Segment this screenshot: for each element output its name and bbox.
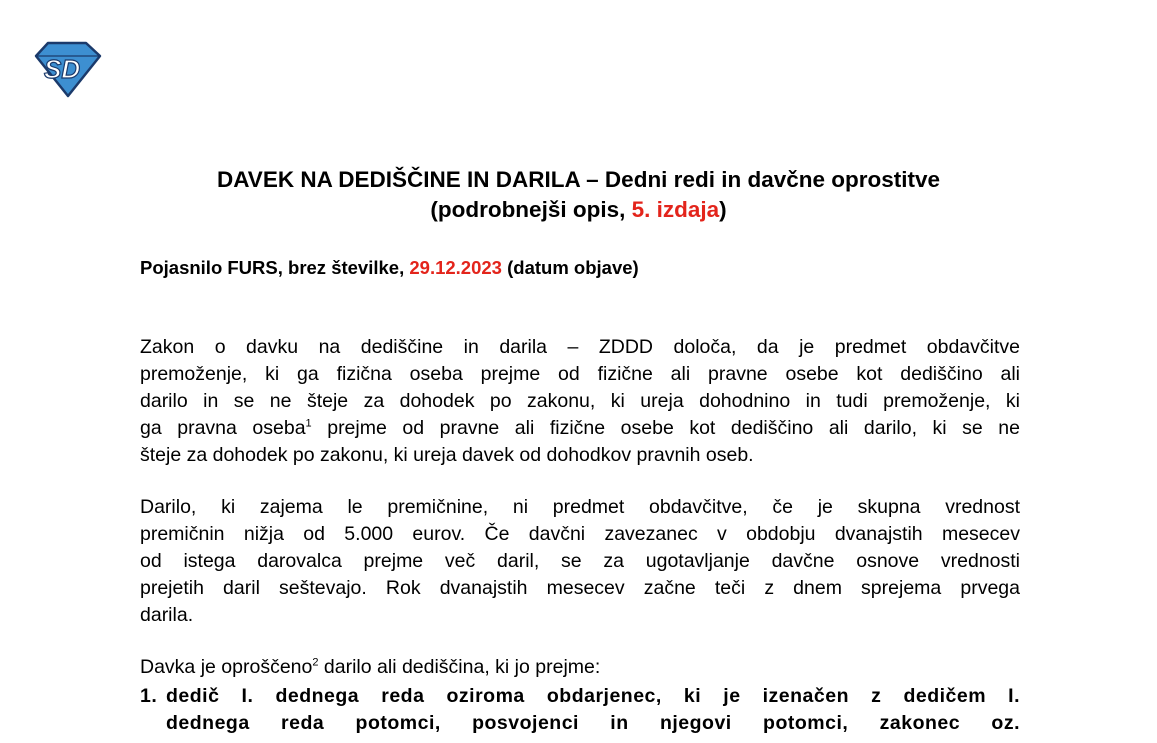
paragraph-1-line-2: premoženje, ki ga fizična oseba prejme od fizične ali pravne osebe kot dediščino ali [140, 363, 1020, 385]
subtitle-suffix: (datum objave) [501, 257, 639, 278]
title-suffix: ) [719, 197, 727, 222]
title-line-1: DAVEK NA DEDIŠČINE IN DARILA – Dedni redi in davčne oprostitve [216, 167, 941, 192]
exemption-list [140, 683, 1020, 737]
paragraph-1-line-3: darilo in se ne šteje za dohodek po zakonu, ki ureja dohodnino in tudi premoženje, ki [140, 390, 1020, 412]
document-subtitle [140, 255, 639, 281]
paragraph-2-line-5: darila. [140, 604, 194, 626]
paragraph-1-line-1: Zakon o davku na dediščine in darila – ZDDD določa, da je predmet obdavčitve [140, 336, 1020, 358]
document-title [0, 165, 1157, 225]
logo-icon [30, 40, 104, 100]
subtitle-prefix: Pojasnilo FURS, brez številke, [140, 257, 410, 278]
paragraph-1 [140, 334, 1020, 469]
paragraph-2-line-2: premičnin nižja od 5.000 eurov. Če davčni zavezanec v obdobju dvanajstih mesecev [140, 523, 1020, 545]
paragraph-2-line-3: od istega darovalca prejme več daril, se za ugotavljanje davčne osnove vrednosti [140, 550, 1020, 572]
paragraph-3-text-a: Davka je oproščeno [140, 656, 313, 678]
list-item-number: 1. [140, 685, 158, 707]
title-line-2 [0, 195, 1157, 225]
paragraph-1-line-5: šteje za dohodek po zakonu, ki ureja davek od dohodkov pravnih oseb. [140, 444, 754, 466]
paragraph-3-text-b: darilo ali dediščina, ki jo prejme: [318, 656, 601, 678]
edition-label: 5. izdaja [631, 197, 720, 222]
paragraph-2 [140, 494, 1020, 629]
paragraph-3-line-1 [140, 654, 1020, 681]
logo-letters: SD [44, 54, 81, 84]
title-prefix: (podrobnejši opis, [430, 197, 632, 222]
paragraph-1-line-4a: ga pravna oseba [140, 417, 306, 439]
paragraph-3 [140, 654, 1020, 681]
list-item-line-1: dedič I. dednega reda oziroma obdarjenec, ki je izenačen z dedičem I. [166, 685, 1020, 707]
list-item [140, 683, 1020, 710]
paragraph-2-line-4: prejetih daril seštevajo. Rok dvanajstih mesecev začne teči z dnem sprejema prvega [140, 577, 1020, 599]
footnote-ref-2[interactable]: 2 [312, 656, 319, 669]
list-item-line-2: dednega reda potomci, posvojenci in njegovi potomci, zakonec oz. [166, 712, 1020, 734]
publication-date: 29.12.2023 [409, 257, 502, 278]
paragraph-1-line-4 [140, 415, 1020, 442]
footnote-ref-1[interactable]: 1 [305, 417, 312, 430]
paragraph-2-line-1: Darilo, ki zajema le premičnine, ni predmet obdavčitve, če je skupna vrednost [140, 496, 1020, 518]
paragraph-1-line-4b: prejme od pravne ali fizične osebe kot dediščino ali darilo, ki se ne [311, 417, 1021, 439]
